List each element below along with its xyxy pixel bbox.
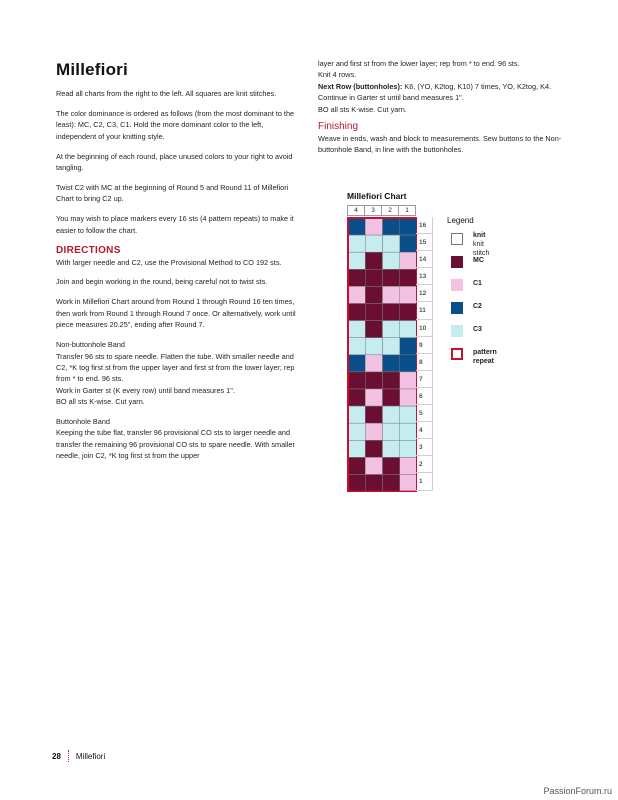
chart-cell — [400, 338, 417, 355]
row-label: 13 — [416, 268, 433, 285]
chart-cell — [365, 338, 382, 355]
chart-cell — [400, 389, 417, 406]
legend-label-mc: MC — [473, 257, 484, 264]
chart-cell — [365, 440, 382, 457]
legend-label-c1: C1 — [473, 280, 482, 287]
chart-cell — [365, 355, 382, 372]
chart-cell — [400, 457, 417, 474]
chart-cell — [348, 457, 365, 474]
chart-cell — [348, 423, 365, 440]
non-buttonhole-heading: Non-buttonhole Band — [56, 340, 125, 350]
column-label: 4 — [348, 206, 365, 215]
chart-cell — [400, 372, 417, 389]
chart-cell — [348, 235, 365, 252]
row-label: 5 — [416, 405, 433, 422]
chart-cell — [348, 338, 365, 355]
row-label: 7 — [416, 371, 433, 388]
directions-paragraph-3: Work in Millefiori Chart around from Round 1 through Round 16 ten times, then work from Round 1 through Round 7 once. Or alternatively, work until piece measures 20.25", ending after Round 7. — [56, 297, 296, 330]
mc-swatch — [451, 256, 463, 268]
intro-paragraph-2: The color dominance is ordered as follows (from the most dominant to the least): MC, C2, C3, C1. Hold the more dominant color to the left, independent of your knitting style. — [56, 108, 295, 141]
chart-cell — [400, 252, 417, 269]
row-label: 9 — [416, 337, 433, 354]
column-label: 1 — [405, 207, 409, 214]
chart-cell — [348, 218, 365, 235]
chart-cell — [383, 321, 400, 338]
chart-cell — [365, 389, 382, 406]
bind-off-line: BO all sts K-wise. Cut yarn. — [318, 104, 407, 114]
legend-item-repeat — [447, 346, 497, 369]
non-buttonhole-text: Transfer 96 sts to spare needle. Flatten the tube. With smaller needle and C2, *K tog first st from the upper layer and first st from the lower layer; rep from * to end. 96 sts. — [56, 351, 295, 384]
page-number: 28 — [52, 751, 61, 761]
row-label: 11 — [416, 302, 433, 319]
finishing-text: Weave in ends, wash and block to measurements. Sew buttons to the Non-buttonhole Band, in line with the buttonholes. — [318, 134, 562, 155]
next-row-lead: Next Row (buttonholes): — [318, 81, 403, 91]
chart-cell — [400, 235, 417, 252]
chart-cell — [348, 321, 365, 338]
chart-cell — [365, 372, 382, 389]
chart-row-labels — [416, 217, 433, 491]
non-buttonhole-line-2: BO all sts K-wise. Cut yarn. — [56, 397, 145, 407]
footer-divider — [68, 750, 69, 762]
buttonhole-heading: Buttonhole Band — [56, 417, 110, 427]
directions-heading: DIRECTIONS — [56, 244, 121, 256]
chart-cell — [400, 321, 417, 338]
chart-cell — [365, 235, 382, 252]
chart-cell — [383, 286, 400, 303]
chart-cell — [348, 286, 365, 303]
chart-cell — [348, 475, 365, 492]
row-label: 15 — [416, 234, 433, 251]
column-label: 2 — [382, 206, 399, 215]
chart-cell — [400, 440, 417, 457]
legend-label-knit: knit — [473, 232, 486, 239]
knit-rows-line: Knit 4 rows. — [318, 70, 357, 80]
chart-cell — [348, 252, 365, 269]
c2-swatch — [451, 302, 463, 314]
chart-cell — [383, 372, 400, 389]
row-label: 4 — [416, 422, 433, 439]
chart-cell — [348, 389, 365, 406]
page-footer — [52, 750, 105, 762]
chart-cell — [400, 475, 417, 492]
directions-paragraph-2: Join and begin working in the round, being careful not to twist sts. — [56, 277, 268, 287]
chart-cell — [400, 304, 417, 321]
chart-cell — [400, 286, 417, 303]
directions-paragraph-1: With larger needle and C2, use the Provisional Method to CO 192 sts. — [56, 257, 282, 267]
chart-cell — [348, 304, 365, 321]
chart-cell — [383, 338, 400, 355]
chart-cell — [383, 304, 400, 321]
row-label: 6 — [416, 388, 433, 405]
legend-item-c1 — [447, 277, 482, 300]
chart-cell — [383, 252, 400, 269]
chart-cell — [348, 440, 365, 457]
legend-item-mc — [447, 254, 484, 277]
chart-cell — [348, 372, 365, 389]
chart-cell — [365, 406, 382, 423]
chart-cell — [383, 389, 400, 406]
row-label: 14 — [416, 251, 433, 268]
chart-cell — [365, 457, 382, 474]
chart-cell — [348, 269, 365, 286]
buttonhole-text: Keeping the tube flat, transfer 96 provisional CO sts to larger needle and transfer the remaining 96 provisional CO sts to spare needle. With smaller needle, join C2, *K tog first st from the upper — [56, 428, 295, 461]
row-label: 8 — [416, 354, 433, 371]
chart-cell — [383, 235, 400, 252]
intro-paragraph-4: Twist C2 with MC at the beginning of Round 5 and Round 11 of Millefiori Chart to bring C2 up. — [56, 182, 289, 204]
chart-cell — [365, 321, 382, 338]
c1-swatch — [451, 279, 463, 291]
legend-item-c2 — [447, 300, 482, 323]
buttonhole-continued: layer and first st from the lower layer; rep from * to end. 96 sts. — [318, 59, 520, 68]
chart-cell — [400, 355, 417, 372]
intro-paragraph-5: You may wish to place markers every 16 sts (4 pattern repeats) to make it easier to follow the chart. — [56, 214, 294, 235]
chart-cell — [383, 475, 400, 492]
row-label: 12 — [416, 285, 433, 302]
chart-cell — [365, 218, 382, 235]
chart-cell — [383, 440, 400, 457]
finishing-heading: Finishing — [318, 121, 359, 133]
chart-cell — [348, 355, 365, 372]
chart-cell — [365, 475, 382, 492]
knit-swatch — [451, 233, 463, 245]
chart-cell — [383, 355, 400, 372]
intro-paragraph-1: Read all charts from the right to the left. All squares are knit stitches. — [56, 89, 277, 98]
row-label: 2 — [416, 456, 433, 473]
chart-cell — [365, 269, 382, 286]
row-label: 1 — [416, 473, 433, 490]
row-label: 10 — [416, 320, 433, 337]
page-title: Millefiori — [56, 60, 128, 79]
chart-title: Millefiori Chart — [347, 191, 407, 201]
chart-cell — [400, 269, 417, 286]
next-row-text: K6, (YO, K2tog, K10) 7 times, YO, K2tog, K4. — [402, 81, 552, 91]
chart-cell — [348, 406, 365, 423]
chart-cell — [400, 406, 417, 423]
chart-cell — [383, 218, 400, 235]
legend-label-repeat: pattern repeat — [473, 349, 497, 365]
right-column — [318, 58, 568, 156]
column-label: 3 — [365, 206, 382, 215]
watermark-text: PassionForum.ru — [543, 786, 612, 796]
legend-item-c3 — [447, 323, 482, 346]
chart-cell — [383, 269, 400, 286]
chart-cell — [365, 252, 382, 269]
left-column — [56, 60, 302, 462]
c3-swatch — [451, 325, 463, 337]
chart-cell — [365, 304, 382, 321]
legend-sub-knit: knit stitch — [473, 241, 490, 257]
chart-cell — [383, 457, 400, 474]
chart-column-labels — [347, 205, 416, 216]
row-label: 16 — [416, 217, 433, 234]
legend-label-c2: C2 — [473, 303, 482, 310]
legend — [447, 216, 497, 369]
chart-cell — [400, 423, 417, 440]
legend-label-c3: C3 — [473, 326, 482, 333]
row-label: 3 — [416, 439, 433, 456]
legend-title: Legend — [447, 216, 474, 225]
chart-cell — [383, 423, 400, 440]
continue-garter-line: Continue in Garter st until band measures 1". — [318, 93, 464, 103]
chart-cell — [383, 406, 400, 423]
chart-grid — [347, 217, 417, 492]
intro-paragraph-3: At the beginning of each round, place unused colors to your right to avoid tangling. — [56, 151, 293, 173]
next-row-line — [318, 81, 568, 92]
footer-pattern-name: Millefiori — [75, 751, 106, 761]
chart-cell — [400, 218, 417, 235]
chart-cell — [365, 286, 382, 303]
legend-item-knit — [447, 231, 490, 257]
repeat-swatch — [451, 348, 463, 360]
chart-cell — [365, 423, 382, 440]
non-buttonhole-line-1: Work in Garter st (K every row) until band measures 1". — [56, 385, 235, 395]
